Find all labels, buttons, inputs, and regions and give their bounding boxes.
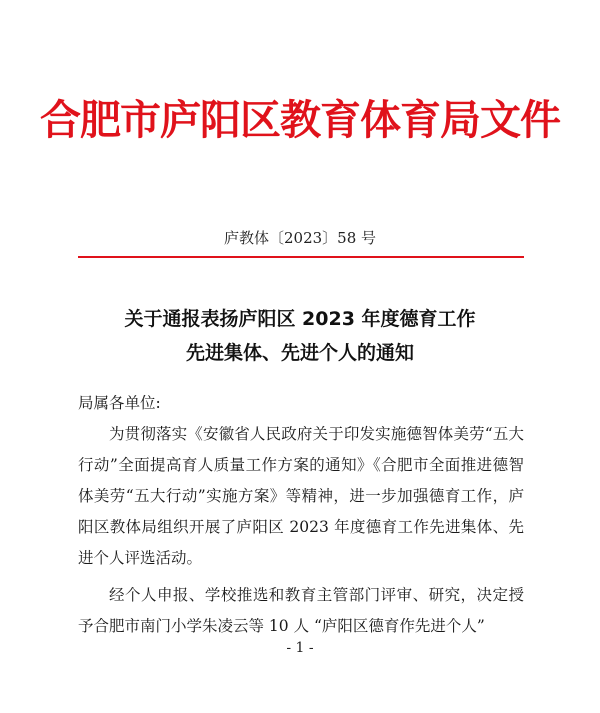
title-line-2: 先进集体、先进个人的通知 <box>185 342 414 364</box>
notice-body <box>78 388 524 642</box>
salutation: 局属各单位: <box>78 394 161 412</box>
red-divider-line <box>78 256 524 258</box>
body-paragraph-2: 经个人申报、学校推选和教育主管部门评审、研究，决定授予合肥市南门小学朱凌云等 10 人 “庐阳区德育作先进个人” <box>78 586 524 635</box>
issuer-masthead: 合肥市庐阳区教育体育局文件 <box>40 96 560 144</box>
page-number: - 1 - <box>286 640 314 656</box>
document-number: 庐教体〔2023〕58 号 <box>223 229 377 247</box>
title-line-1: 关于通报表扬庐阳区 2023 年度德育工作 <box>124 308 476 330</box>
notice-title <box>0 302 600 370</box>
body-paragraph-1: 为贯彻落实《安徽省人民政府关于印发实施德智体美劳“五大行动”全面提高育人质量工作方案的通知》《合肥市全面推进德智体美劳“五大行动”实施方案》等精神，进一步加强德育工作，庐阳区教体局组织开展了庐阳区 2023 年度德育工作先进集体、先进个人评选活动。 <box>78 425 524 567</box>
